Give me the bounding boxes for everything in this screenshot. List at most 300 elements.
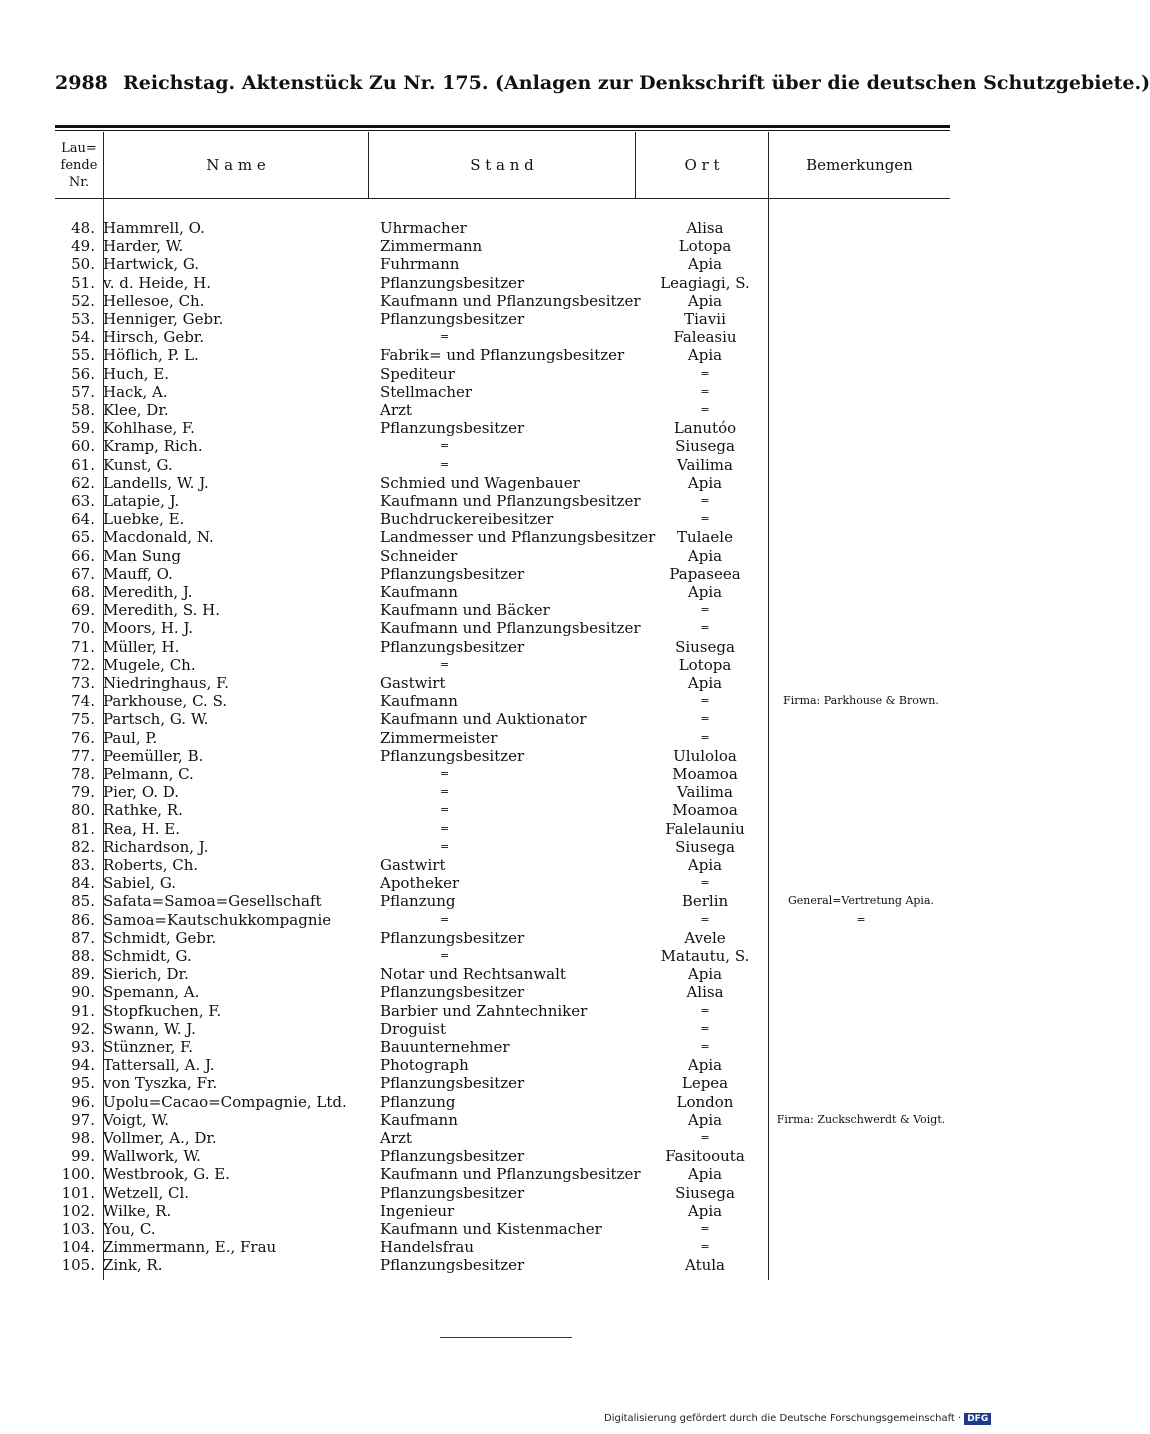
row-number: 69. [71,601,95,620]
row-stand: Pflanzungsbesitzer [380,1074,525,1093]
row-stand: Kaufmann und Bäcker [380,601,550,620]
row-name: Sabiel, G. [103,874,177,893]
row-stand: Arzt [380,401,412,419]
row-stand: Pflanzungsbesitzer [380,1183,525,1202]
table-row [55,292,950,310]
row-number: 48. [71,219,95,237]
row-ort: Falelauniu [665,819,745,838]
row-number: 102. [61,1201,95,1220]
row-number: 73. [71,674,95,692]
row-ort: Apia [687,1165,723,1184]
table-row [55,983,950,1001]
row-name: Klee, Dr. [103,401,169,419]
table-row [55,365,950,383]
row-stand: Fuhrmann [380,255,460,274]
row-ort: Apia [687,583,723,601]
table-row [55,801,950,819]
row-number: 91. [71,1001,95,1020]
row-stand: Pflanzung [380,892,456,911]
row-number: 84. [71,874,95,893]
row-stand: Landmesser und Pflanzungsbesitzer [380,528,656,547]
column-header-number-line3: Nr. [68,174,90,190]
row-number: 62. [71,473,95,492]
row-ort: Siusega [675,1183,735,1202]
row-number: 96. [71,1092,95,1111]
row-ort: Lepea [681,1074,729,1093]
row-ort: = [700,366,710,380]
row-ort: = [700,876,710,890]
row-name: Sierich, Dr. [103,965,189,984]
row-name: Schmidt, G. [103,947,192,965]
dfg-logo: DFG [964,1413,991,1425]
table-row [55,710,950,728]
row-number: 53. [71,310,95,328]
row-number: 99. [71,1147,95,1166]
row-ort: Apia [687,255,723,274]
row-number: 57. [71,382,95,401]
table-row [55,237,950,255]
table-row [55,619,950,637]
row-name: Paul, P. [103,728,158,747]
row-number: 85. [71,892,95,911]
row-stand: Gastwirt [380,674,446,692]
row-ort: Siusega [675,437,735,456]
table-row [55,1038,950,1056]
row-ort: Leagiagi, S. [660,273,750,292]
table-row [55,874,950,892]
row-ort: = [700,694,710,708]
row-name: Westbrook, G. E. [103,1165,230,1184]
row-name: Meredith, S. H. [103,601,221,620]
column-divider [368,132,369,198]
row-number: 90. [71,983,95,1002]
row-number: 60. [71,437,95,456]
table-row [55,255,950,273]
row-number: 87. [71,928,95,947]
table-row [55,1147,950,1165]
row-ort: = [700,712,710,726]
row-number: 63. [71,492,95,510]
row-stand: = [440,785,450,799]
table-row [55,456,950,474]
table-row [55,892,950,910]
row-stand: = [440,949,450,962]
row-ort: = [700,1131,710,1144]
row-ort: Tiavii [684,310,726,328]
row-stand: Kaufmann und Pflanzungsbesitzer [380,619,641,638]
table-row [55,346,950,364]
row-name: Wallwork, W. [103,1147,201,1166]
row-number: 74. [71,692,95,711]
page-number: 2988 [55,72,108,94]
row-stand: = [440,821,450,835]
row-name: Harder, W. [103,237,184,256]
row-ort: Vailima [677,455,733,474]
row-number: 56. [71,364,95,383]
row-ort: Lotopa [678,237,732,256]
row-number: 81. [71,819,95,838]
row-ort: Apia [687,965,723,984]
row-name: Hirsch, Gebr. [103,328,205,347]
row-name: Kunst, G. [103,455,173,474]
table-row [55,1002,950,1020]
page-title: Reichstag. Aktenstück Zu Nr. 175. (Anlagen zur Denkschrift über die deutschen Schutzgebiete.) [123,72,1150,94]
table-row [55,1184,950,1202]
row-ort: = [700,1003,710,1017]
row-stand: = [440,330,450,344]
row-stand: Spediteur [380,364,455,383]
table-row [55,583,950,601]
row-ort: = [700,512,710,526]
table-row [55,274,950,292]
row-stand: Kaufmann und Auktionator [380,710,587,729]
column-header-rule [55,198,950,199]
row-stand: Stellmacher [380,382,473,401]
row-number: 89. [71,965,95,984]
row-number: 104. [61,1238,95,1257]
row-stand: Handelsfrau [380,1238,474,1257]
row-name: Swann, W. J. [103,1019,196,1038]
row-stand: Kaufmann und Pflanzungsbesitzer [380,291,641,310]
row-ort: Matautu, S. [660,947,750,965]
row-stand: = [440,912,450,926]
row-name: Spemann, A. [103,983,200,1002]
row-bemerkung: Firma: Zuckschwerdt & Voigt. [776,1112,946,1126]
row-ort: Apia [687,856,723,874]
row-number: 66. [71,546,95,565]
end-rule [440,1337,572,1338]
row-stand: Kaufmann und Pflanzungsbesitzer [380,1165,641,1184]
row-stand: Zimmermeister [380,728,498,747]
row-name: Rea, H. E. [103,819,180,838]
row-stand: Pflanzungsbesitzer [380,1256,525,1275]
table-row [55,383,950,401]
table-row [55,219,950,237]
table-row [55,510,950,528]
row-stand: Photograph [380,1056,469,1075]
row-name: Hack, A. [103,382,168,401]
table-row [55,1202,950,1220]
row-number: 55. [71,346,95,365]
table-row [55,656,950,674]
table-row [55,856,950,874]
row-stand: Kaufmann und Kistenmacher [380,1220,602,1238]
row-stand: Notar und Rechtsanwalt [380,965,566,984]
table-row [55,947,950,965]
row-stand: Uhrmacher [380,219,467,237]
row-number: 88. [71,947,95,965]
row-ort: Apia [687,291,723,310]
table-row [55,911,950,929]
row-number: 95. [71,1074,95,1093]
row-name: Wetzell, Cl. [103,1183,190,1202]
column-header-number-line2: fende [60,157,98,173]
row-ort: Moamoa [672,801,738,820]
table-row [55,820,950,838]
row-stand: = [440,767,450,780]
row-name: Hellesoe, Ch. [103,291,205,310]
row-stand: Kaufmann [380,692,458,711]
row-ort: Apia [687,1201,723,1220]
row-number: 79. [71,783,95,802]
row-number: 93. [71,1038,95,1056]
row-name: Meredith, J. [103,583,193,601]
row-stand: Pflanzungsbesitzer [380,983,525,1002]
row-ort: = [700,1040,710,1053]
table-row [55,1093,950,1111]
row-bemerkung: Firma: Parkhouse & Brown. [783,694,939,708]
row-stand: = [440,439,450,453]
row-name: Zink, R. [103,1256,163,1275]
table-row [55,401,950,419]
row-stand: Apotheker [380,874,460,893]
row-stand: Pflanzungsbesitzer [380,746,525,765]
table-row [55,1056,950,1074]
row-name: Höflich, P. L. [103,346,199,365]
table-row [55,474,950,492]
row-name: You, C. [103,1220,156,1238]
row-name: Tattersall, A. J. [103,1056,215,1075]
row-stand: Zimmermann [380,237,483,256]
row-name: Hartwick, G. [103,255,200,274]
table-row [55,1020,950,1038]
table-row [55,310,950,328]
row-name: Kohlhase, F. [103,419,195,438]
table-row [55,838,950,856]
row-stand: Pflanzung [380,1092,456,1111]
row-name: Vollmer, A., Dr. [103,1129,217,1147]
row-ort: Apia [687,346,723,365]
row-bemerkung: General=Vertretung Apia. [787,894,935,908]
row-ort: Siusega [675,637,735,656]
row-name: v. d. Heide, H. [103,273,211,292]
row-number: 70. [71,619,95,638]
row-number: 50. [71,255,95,274]
row-number: 101. [61,1183,95,1202]
row-ort: Lanutóo [673,419,737,438]
row-number: 80. [71,801,95,820]
row-name: Man Sung [103,546,181,565]
row-number: 92. [71,1019,95,1038]
row-stand: Pflanzungsbesitzer [380,1147,525,1166]
table-row [55,492,950,510]
header-rule-thin [55,130,950,131]
row-number: 72. [71,655,95,674]
row-ort: Apia [687,1056,723,1075]
row-name: Upolu=Cacao=Compagnie, Ltd. [103,1092,347,1111]
row-number: 75. [71,710,95,729]
row-ort: Tulaele [677,528,733,547]
row-number: 52. [71,291,95,310]
column-header-name: N a m e [206,156,266,174]
row-stand: Schmied und Wagenbauer [380,473,580,492]
column-header-ort: O r t [684,156,720,174]
row-stand: Pflanzungsbesitzer [380,564,525,583]
row-name: Partsch, G. W. [103,710,209,729]
row-name: Pier, O. D. [103,783,180,802]
row-number: 77. [71,746,95,765]
row-number: 49. [71,237,95,256]
row-number: 68. [71,583,95,601]
row-ort: = [700,603,710,617]
row-number: 64. [71,510,95,529]
row-ort: Avele [684,928,726,947]
row-stand: = [440,839,450,853]
table-row [55,528,950,546]
row-number: 105. [61,1256,95,1275]
row-stand: Schneider [380,546,458,565]
row-stand: Pflanzungsbesitzer [380,273,525,292]
row-ort: = [700,403,710,416]
table-row [55,437,950,455]
row-ort: Apia [687,473,723,492]
row-stand: = [440,657,450,671]
row-name: Henniger, Gebr. [103,310,224,328]
column-header-stand: S t a n d [470,156,534,174]
table-row [55,692,950,710]
row-stand: Kaufmann und Pflanzungsbesitzer [380,492,641,510]
table-row [55,419,950,437]
row-stand: Pflanzungsbesitzer [380,637,525,656]
table-row [55,1074,950,1092]
row-number: 59. [71,419,95,438]
table-row [55,1165,950,1183]
row-number: 61. [71,455,95,474]
column-header-number [55,132,103,198]
row-stand: Barbier und Zahntechniker [380,1001,588,1020]
row-number: 71. [71,637,95,656]
row-ort: = [700,384,710,398]
row-name: Moors, H. J. [103,619,194,638]
row-name: Pelmann, C. [103,765,194,783]
row-ort: Fasitoouta [665,1147,745,1166]
row-ort: = [700,912,710,926]
row-stand: Ingenieur [380,1201,455,1220]
row-name: Stopfkuchen, F. [103,1001,222,1020]
row-number: 83. [71,856,95,874]
row-name: Safata=Samoa=Gesellschaft [103,892,322,911]
row-stand: Pflanzungsbesitzer [380,928,525,947]
row-ort: Apia [687,674,723,692]
row-number: 86. [71,910,95,929]
table-row [55,1256,950,1274]
row-number: 67. [71,564,95,583]
row-ort: = [700,621,710,635]
row-number: 76. [71,728,95,747]
row-stand: Pflanzungsbesitzer [380,310,525,328]
row-number: 54. [71,328,95,347]
row-name: Voigt, W. [103,1110,170,1129]
row-name: Niedringhaus, F. [103,674,229,692]
row-stand: Fabrik= und Pflanzungsbesitzer [380,346,625,365]
row-name: Landells, W. J. [103,473,209,492]
row-name: Macdonald, N. [103,528,214,547]
row-name: Müller, H. [103,637,180,656]
row-ort: Lotopa [678,655,732,674]
row-number: 58. [71,401,95,419]
table-row [55,783,950,801]
table-row [55,1111,950,1129]
row-ort: London [676,1092,734,1111]
row-name: Zimmermann, E., Frau [103,1238,277,1257]
page-header [55,68,1150,102]
row-ort: Siusega [675,837,735,856]
row-name: Parkhouse, C. S. [103,692,228,711]
row-stand: Pflanzungsbesitzer [380,419,525,438]
row-number: 98. [71,1129,95,1147]
row-number: 100. [61,1165,95,1184]
column-header-number-line1: Lau= [61,140,97,156]
row-name: Samoa=Kautschukkompagnie [103,910,332,929]
row-name: Mugele, Ch. [103,655,196,674]
row-stand: Buchdruckereibesitzer [380,510,554,529]
row-ort: Alisa [686,983,724,1002]
row-number: 97. [71,1110,95,1129]
column-header-bemerkungen: Bemerkungen [806,156,913,174]
row-name: Mauff, O. [103,564,173,583]
row-name: Schmidt, Gebr. [103,928,217,947]
row-name: Luebke, E. [103,510,185,529]
row-ort: Atula [685,1256,725,1275]
row-number: 94. [71,1056,95,1075]
row-name: Kramp, Rich. [103,437,203,456]
row-stand: Bauunternehmer [380,1038,510,1056]
header-rule-thick [55,125,950,128]
table-row [55,1238,950,1256]
row-ort: Faleasiu [673,328,737,347]
row-stand: Gastwirt [380,856,446,874]
table-row [55,674,950,692]
row-stand: Kaufmann [380,583,458,601]
footer [604,1413,991,1425]
row-ort: = [700,494,710,507]
row-number: 65. [71,528,95,547]
row-bemerkung: = [856,912,866,926]
row-ort: Berlin [681,892,729,911]
table-row [55,328,950,346]
row-name: von Tyszka, Fr. [103,1074,218,1093]
row-name: Wilke, R. [103,1201,172,1220]
row-number: 78. [71,765,95,783]
row-name: Roberts, Ch. [103,856,199,874]
row-number: 103. [61,1220,95,1238]
table-row [55,547,950,565]
table-row [55,1129,950,1147]
row-ort: = [700,730,710,744]
row-ort: Moamoa [672,765,738,783]
row-ort: Papaseea [669,564,741,583]
table-row [55,765,950,783]
table-row [55,638,950,656]
row-name: Latapie, J. [103,492,180,510]
table-row [55,729,950,747]
row-stand: Kaufmann [380,1110,458,1129]
row-stand: Arzt [380,1129,412,1147]
table-row [55,565,950,583]
footer-text: Digitalisierung gefördert durch die Deutsche Forschungsgemeinschaft · [604,1413,962,1424]
row-ort: Apia [687,1110,723,1129]
row-name: Hammrell, O. [103,219,205,237]
table-row [55,929,950,947]
table-row [55,1220,950,1238]
row-ort: Apia [687,546,723,565]
row-ort: Alisa [686,219,724,237]
row-name: Huch, E. [103,364,170,383]
table-row [55,965,950,983]
row-ort: Vailima [677,783,733,802]
table-row [55,747,950,765]
row-name: Stünzner, F. [103,1038,193,1056]
